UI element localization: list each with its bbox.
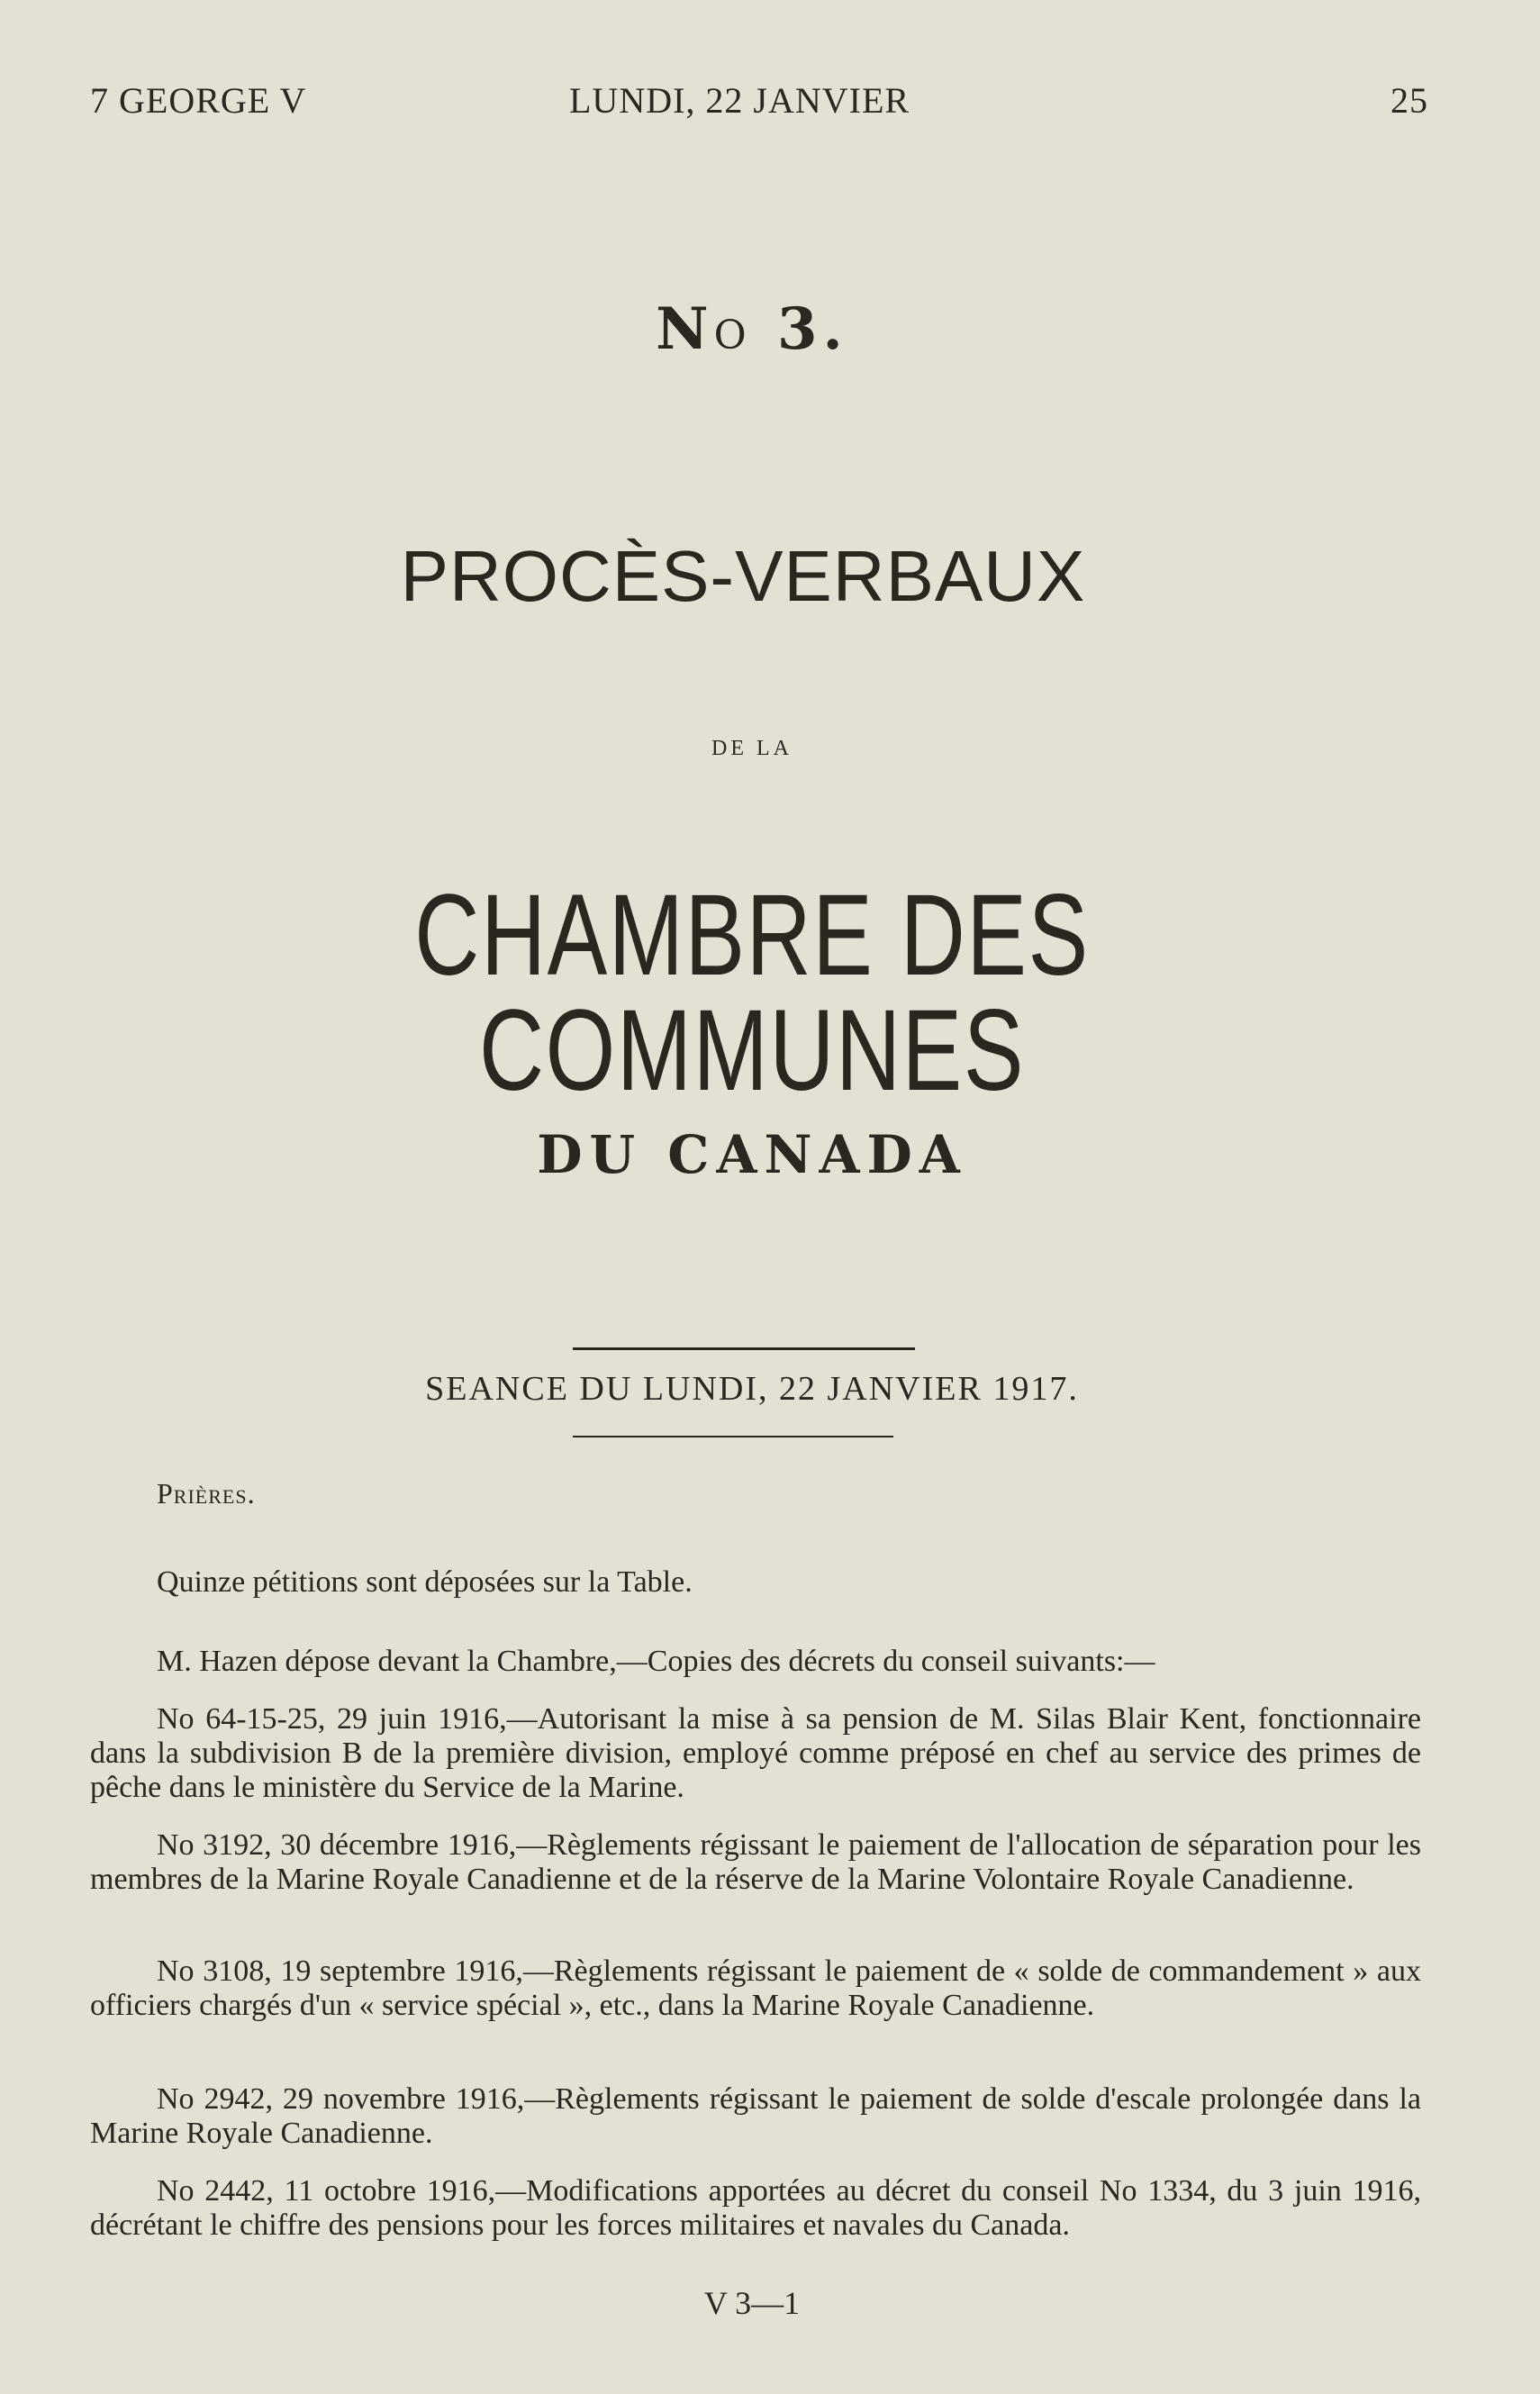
paragraph: No 3192, 30 décembre 1916,—Règlements régissant le paiement de l'allocation de séparation pour les membres de la Marine Royale Canadienne et de la réserve de la Marine Volontaire Royale Canadienne. bbox=[90, 1828, 1421, 1896]
issue-number-prefix: N bbox=[656, 295, 714, 363]
paragraph: No 64-15-25, 29 juin 1916,—Autorisant la mise à sa pension de M. Silas Blair Kent, fonctionnaire dans la subdivision B de la première division, employé comme préposé en chef au service des primes de pêche dans le ministère du Service de la Marine. bbox=[90, 1702, 1421, 1804]
title-proces-verbaux: PROCÈS-VERBAUX bbox=[400, 536, 1086, 616]
running-head-left: 7 GEORGE V bbox=[90, 80, 307, 121]
title-chambre-des-communes: CHAMBRE DES COMMUNES bbox=[414, 871, 1090, 1115]
signature-mark: V 3—1 bbox=[703, 2285, 801, 2321]
issue-number bbox=[0, 295, 1504, 363]
issue-number-value: 3. bbox=[777, 295, 848, 363]
petitions-text: Quinze pétitions sont déposées sur la Table. bbox=[157, 1565, 693, 1599]
intro-text: M. Hazen dépose devant la Chambre,—Copies des décrets du conseil suivants:— bbox=[157, 1645, 1155, 1678]
paragraph: No 2942, 29 novembre 1916,—Règlements régissant le paiement de solde d'escale prolongée dans la Marine Royale Canadienne. bbox=[90, 2082, 1421, 2150]
title-du-canada: DU CANADA bbox=[537, 1124, 967, 1185]
divider-bottom bbox=[573, 1436, 893, 1437]
running-head-center: LUNDI, 22 JANVIER bbox=[569, 80, 910, 121]
page-number: 25 bbox=[1391, 80, 1428, 121]
title-de-la: DE LA bbox=[711, 737, 793, 760]
prieres-heading: Prières. bbox=[157, 1477, 256, 1510]
paragraph: No 3108, 19 septembre 1916,—Règlements régissant le paiement de « solde de commandement » aux officiers chargés d'un « service spécial », etc., dans la Marine Royale Canadienne. bbox=[90, 1954, 1421, 2022]
divider-top bbox=[573, 1347, 915, 1350]
seance-heading: SEANCE DU LUNDI, 22 JANVIER 1917. bbox=[425, 1370, 1079, 1408]
paragraph: No 2442, 11 octobre 1916,—Modifications apportées au décret du conseil No 1334, du 3 juin 1916, décrétant le chiffre des pensions pour les forces militaires et navales du Canada. bbox=[90, 2174, 1421, 2242]
running-head bbox=[90, 79, 1428, 124]
issue-number-o: O bbox=[713, 313, 752, 358]
